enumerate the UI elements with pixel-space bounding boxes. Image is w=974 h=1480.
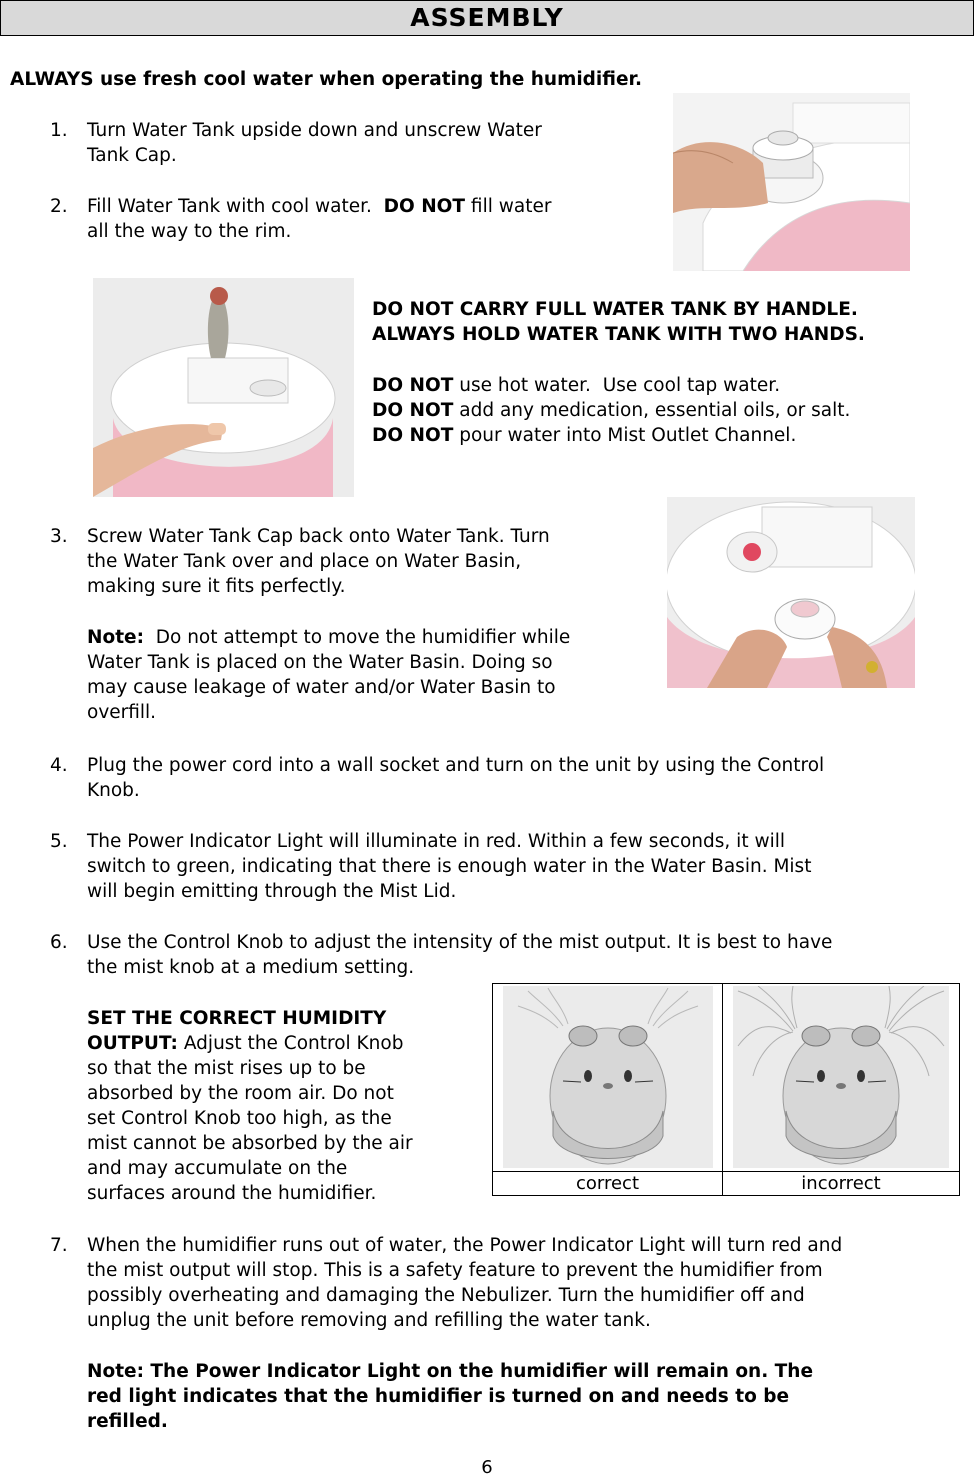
humidity-line-7: surfaces around the humidifier. xyxy=(87,1183,377,1204)
step-7-number: 7. xyxy=(50,1235,68,1256)
photo-carry-tank xyxy=(93,278,354,497)
step-5-line-1: The Power Indicator Light will illuminate in red. Within a few seconds, it will xyxy=(87,831,786,852)
caption-correct: correct xyxy=(575,1173,640,1194)
humidity-line-2: so that the mist rises up to be xyxy=(87,1058,366,1079)
step-3-line-3: making sure it fits perfectly. xyxy=(87,576,346,597)
step-5-line-3: will begin emitting through the Mist Lid. xyxy=(87,881,457,902)
humidity-line-4: set Control Knob too high, as the xyxy=(87,1108,392,1129)
humidity-line-6: and may accumulate on the xyxy=(87,1158,348,1179)
step-3-line-1: Screw Water Tank Cap back onto Water Tank. Turn xyxy=(87,526,550,547)
note-3-line-1: Note: Do not attempt to move the humidifier while xyxy=(87,627,571,648)
step-6-number: 6. xyxy=(50,932,68,953)
warning-item-2: DO NOT add any medication, essential oils, or salt. xyxy=(372,400,851,421)
step-1-line-2: Tank Cap. xyxy=(87,145,177,166)
step-5-number: 5. xyxy=(50,831,68,852)
step-2-line-2: all the way to the rim. xyxy=(87,221,292,242)
step-7-line-4: unplug the unit before removing and refilling the water tank. xyxy=(87,1310,651,1331)
mist-comparison-table xyxy=(492,983,960,1196)
step-7-line-1: When the humidifier runs out of water, the Power Indicator Light will turn red and xyxy=(87,1235,843,1256)
warning-heading-2: ALWAYS HOLD WATER TANK WITH TWO HANDS. xyxy=(372,324,865,345)
photo-unscrew-cap xyxy=(673,93,910,271)
note-7-line-2: red light indicates that the humidifier is turned on and needs to be xyxy=(87,1386,790,1407)
section-header: ASSEMBLY xyxy=(0,0,974,36)
step-1-number: 1. xyxy=(50,120,68,141)
step-3-number: 3. xyxy=(50,526,68,547)
step-3-line-2: the Water Tank over and place on Water Basin, xyxy=(87,551,522,572)
note-7-line-3: refilled. xyxy=(87,1411,168,1432)
step-4-line-1: Plug the power cord into a wall socket and turn on the unit by using the Control xyxy=(87,755,825,776)
step-2-line-1: Fill Water Tank with cool water. DO NOT fill water xyxy=(87,196,552,217)
step-6-line-2: the mist knob at a medium setting. xyxy=(87,957,415,978)
step-5-line-2: switch to green, indicating that there is enough water in the Water Basin. Mist xyxy=(87,856,812,877)
caption-incorrect: incorrect xyxy=(801,1173,881,1194)
note-3-line-4: overfill. xyxy=(87,702,157,723)
photo-screw-cap xyxy=(667,497,915,688)
step-4-line-2: Knob. xyxy=(87,780,140,801)
step-7-line-2: the mist output will stop. This is a safety feature to prevent the humidifier from xyxy=(87,1260,823,1281)
warning-item-1: DO NOT use hot water. Use cool tap water. xyxy=(372,375,781,396)
warning-heading-1: DO NOT CARRY FULL WATER TANK BY HANDLE. xyxy=(372,299,858,320)
image-correct-mist xyxy=(503,986,713,1168)
step-6-line-1: Use the Control Knob to adjust the intensity of the mist output. It is best to have xyxy=(87,932,833,953)
humidity-line-3: absorbed by the room air. Do not xyxy=(87,1083,394,1104)
step-4-number: 4. xyxy=(50,755,68,776)
note-3-line-2: Water Tank is placed on the Water Basin. Doing so xyxy=(87,652,553,673)
intro-text: ALWAYS use fresh cool water when operating the humidifier. xyxy=(10,69,643,90)
note-3-line-3: may cause leakage of water and/or Water Basin to xyxy=(87,677,556,698)
step-7-line-3: possibly overheating and damaging the Nebulizer. Turn the humidifier off and xyxy=(87,1285,805,1306)
page-number: 6 xyxy=(481,1457,493,1478)
humidity-line-1: OUTPUT: Adjust the Control Knob xyxy=(87,1033,404,1054)
step-2-number: 2. xyxy=(50,196,68,217)
warning-item-3: DO NOT pour water into Mist Outlet Channel. xyxy=(372,425,797,446)
humidity-title: SET THE CORRECT HUMIDITY xyxy=(87,1008,387,1029)
note-7-line-1: Note: The Power Indicator Light on the humidifier will remain on. The xyxy=(87,1361,814,1382)
humidity-line-5: mist cannot be absorbed by the air xyxy=(87,1133,413,1154)
step-1-line-1: Turn Water Tank upside down and unscrew Water xyxy=(87,120,542,141)
image-incorrect-mist xyxy=(733,986,949,1168)
